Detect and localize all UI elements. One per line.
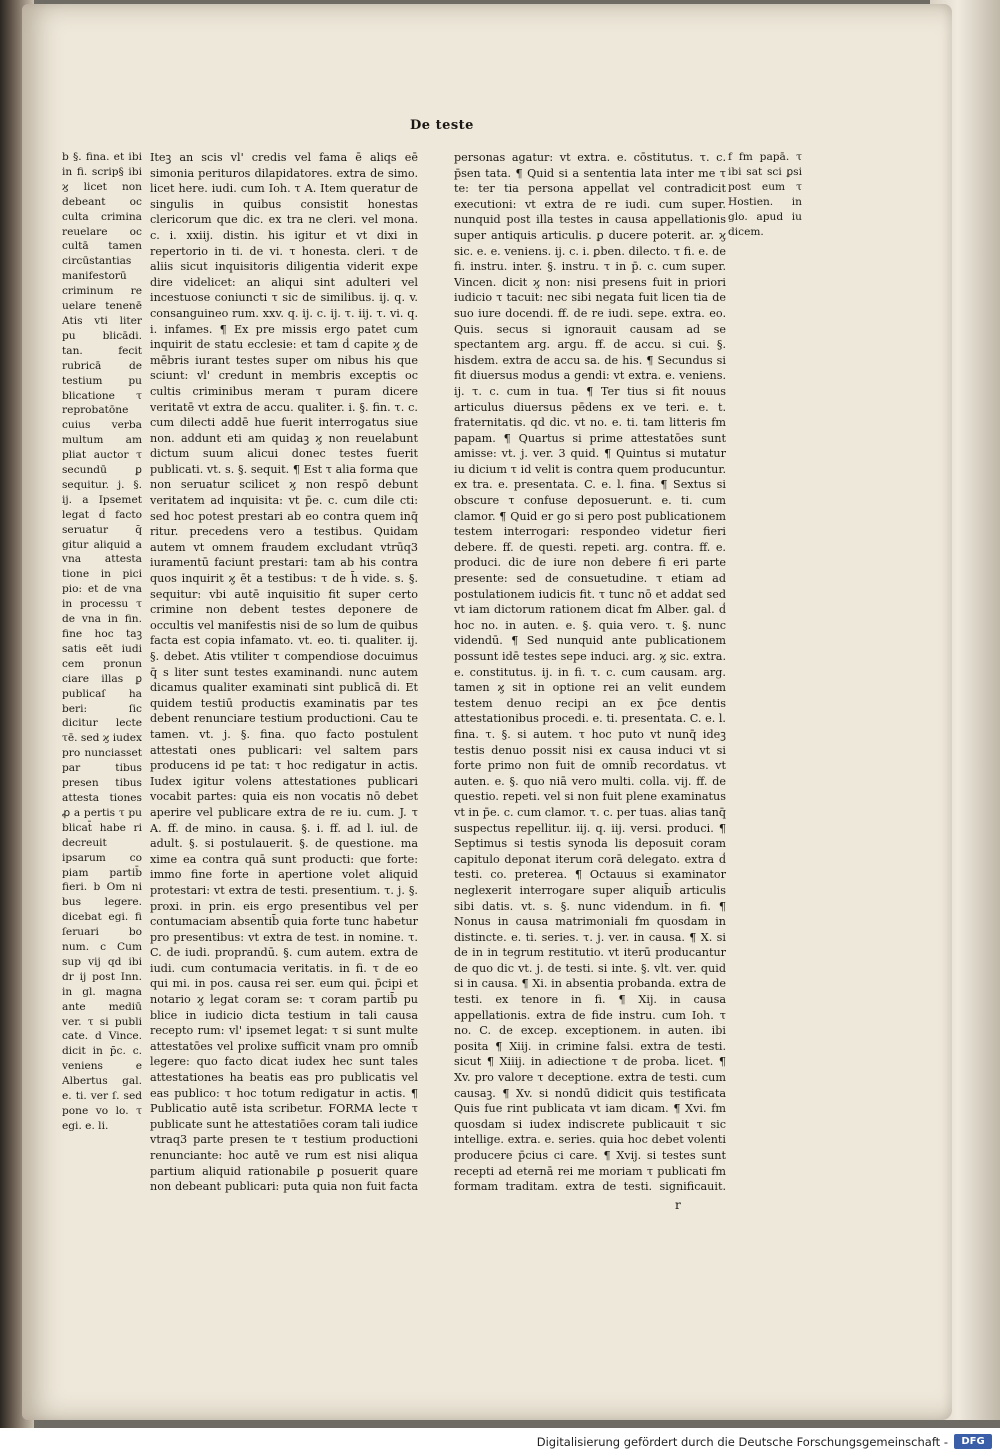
running-head: De teste — [410, 118, 474, 133]
footer-bar — [0, 1428, 1000, 1456]
main-text-1: Iteꝫ an scis vl' credis vel fama ē aliqs eē simonia perituros dilapidatores. extra de simo. licet here. iudi. cum Ioh. τ A. Item queratur de singulis in quibus consistit honestas clericorum que dic. ex tra ne cleri. vel mona. c. i. xxiij. distin. his igitur et vt dixi in repertorio in ti. de vi. τ honesta. cleri. τ de aliis sicut inquisitoris diligentia viderit expe dire videlicet: an aliqui sint adulteri vel incestuose coniuncti τ sic de similibus. ij. q. v. consanguineo rum. xxv. q. ij. c. ij. τ. iij. τ. vi. q. i. infames. ¶ Ex pre missis ergo patet cum inquirit de statu ecclesie: et tam ḋ capite ϗ de mēbris iurant testes super om nibus his que sciunt: vl' credunt in membris exceptis oc cultis criminibus meram τ puram dicere veritatē vt extra de accu. qualiter. i. §. fin. τ. c. cum dilecti addē hue fuerit interrogatus siue non. addunt eti am quidaꝫ ϗ non reuelabunt dictum suum alicui donec testes fuerit publicati. vt. s. §. sequit. ¶ Est τ alia forma que non seruatur scilicet ϗ non respō debunt veritatem ad inquisita: vt p̄e. c. cum dile cti: sed hoc potest prestari ab eo contra quem inq̄ ritur. precedens vero a testibus. Quidam autem vt omnem fraudem excludant vtrūq3 iuramentū faciunt prestari: tam ab his contra quos inquirit ϗ ēt a testibus: τ de h̄ vide. s. §. sequitur: vbi autē inquisitio fit super certo crimine non debent testes deponere de occultis vel manifestis nisi de so lum de quibus facta est copia infamato. vt. eo. ti. qualiter. ij. §. debet. Atis vtiliter τ compendiose docuimus q̄ s liter sunt testes examinandi. nunc autem dicamus qualiter examinati sint publicā di. Et quidem testiū productis examinatis par tes debent renunciare testium productioni. Cau te tamen. vt. j. §. fina. quo facto postulent attestati ones publicari: vel saltem pars producens id pe tat: τ hoc redigatur in actis. Iudex igitur volens attestationes publicari vocabit partes: quia eis non vocatis nō debet aperire vel publicare extra de re iu. cum. J. τ A. ff. de mino. in causa. §. i. ff. ad l. iul. de adult. §. si postulauerit. §. de questione. ma xime ea contra quā sunt producti: que forte: immo fine forte in apertione volet aliquid protestari: vt extra de testi. presentium. τ. j. §. proxi. in prin. eis ergo presentibus vel per contumaciam absentib̄ quia forte tunc habetur pro presentibus: vt extra de test. in nomine. τ. C. de iudi. proprandū. §. cum autem. extra de iudi. cum contumacia veritatis. in fi. τ de eo qui mi. in pos. causa rei ser. eum qui. p̄cipi et notario ϗ legat coram se: τ coram partib̄ pu blice in iudicio dicta testium in tali causa recepto rum: vl' ipsemet legat: τ si sunt multe attestatōes vel prolixe sufficit vnam pro omnib̄ legere: quo facto dicat iudex hec sunt tales attestationes ha beatis eas pro publicatis vel eas publico: τ hoc totum redigatur in actis. ¶ Publicatio autē ista scribetur. FORMA lecte τ publicate sunt he attestatiōes coram tali iudice vtraq3 parte presen te τ testium productioni renunciante: hoc autē ve rum est nisi aliqua partium aliquid rationabile ꝑ posuerit quare non debeant publicari: puta quia non fuit facta — [150, 151, 418, 1194]
main-text-column-2 — [454, 150, 726, 1195]
gloss-column-right — [728, 150, 802, 245]
gloss-right-text: f fm papā. τ ibi sat sci ꝑsi post eum τ Hostien. in glo. apud iu dicem. — [728, 151, 802, 238]
gloss-left-text: b §. fina. et ibi in fi. scrip§ ibi ϗ licet non debeant oc culta crimina reuelare oc cultā tamen circūstantias manifestorū criminum re uelare tenenē Atis vti liter pu blicādi. tan. fecit rubricā de testium pu blicatione τ reprobatōne cuius verba multum am pliat auctor τ secundū ꝑ sequitur. j. §. ij. a Ipsemet legat ḋ facto seruatur q̄ gitur aliquid a vna attesta tione in pici pio: et de vna in processu τ de vna in fin. fine hoc taꝫ satis eēt iudi cem pronun ciare illas ꝑ publicaſ ha beri: ſic dicitur lecte τē. sed ϗ iudex pro nunciasset par tibus presen tibus attesta tiones ꝓ a pertis τ pu blicat̄ habe ri decreuit ipsarum co piam partib̄ fieri. b Om ni bus legere. dicebat egi. fi ſeruari bo num. c Cum sup vij qd ibi dr ij post Inn. in gl. magna ante mediū ver. τ si publi cate. d Vince. dicit in p̄c. c. veniens e Albertus gal. e. ti. ver ſ. sed pone vo lo. τ egi. e. li. — [62, 151, 142, 1132]
gloss-column-left — [62, 150, 142, 1190]
signature-mark: r — [675, 1198, 681, 1212]
main-text-2: personas agatur: vt extra. e. cōstitutus. τ. c. p̄sen tata. ¶ Quid si a sententia lata inter me τ te: ter tia persona appellat vel contradicit executioni: vt extra de re iudi. cum super. nunquid post illa testes in causa appellationis super antiquis articulis. ꝑ ducere poterit. ar. ϗ sic. e. e. veniens. ij. c. i. ꝑben. dilecto. τ fi. e. de fi. instru. inter. §. instru. τ in p̄. c. cum super. Vincen. dicit ϗ non: nisi presens fuit in priori iudicio τ tacuit: nec sibi negata fuit licen tia de suo iure docendi. ff. de re iudi. sepe. extra. eo. Quis. secus si ignorauit causam ad se spectantem arg. argu. ff. de accu. si cui. §. hisdem. extra de accu sa. de his. ¶ Secundus si fit diuersus modus a gendi: vt extra. e. veniens. ij. τ. c. cum in tua. ¶ Ter tius si fit nouus articulus diuersus pēdens ex ve teri. e. t. fraternitatis. qd dic. vt no. e. ti. tam litteris fm papam. ¶ Quartus si prime attestatōes sunt amisse: vt. j. ver. 3 quid. ¶ Quintus si mutatur iu dicium τ id velit is contra quem producuntur. ex tra. e. presentata. C. e. l. fina. ¶ Sextus si obscure τ confuse deposuerunt. e. ti. cum clamor. ¶ Quid er go si pero post publicationem testem interrogari: respondeo videtur fieri debere. ff. de questi. repeti. arg. contra. ff. e. produci. dic de iure non debere fi eri parte presente: sed de consuetudine. τ etiam ad postulationem iudicis fit. τ tunc nō et addat sed vt iam dictorum rationem dicat fm Alber. gal. ḋ hoc no. in auten. e. §. quia vero. τ. §. nunc videndū. ¶ Sed nunquid ante publicationem possunt idē testes sepe induci. arg. ϗ sic. extra. e. constitutus. ij. in fi. τ. c. cum causam. arg. tamen ϗ sit in optione rei an velit eundem testem denuo recipi an ex p̄ce dentis attestationibus procedi. e. ti. presentata. C. e. l. fina. τ. §. si autem. τ hoc puto vt nunq̄ ideꝫ testis denuo possit nisi ex causa induci vt si forte primo non fuit de omnib̄ recordatus. vt auten. e. §. quo niā vero multi. colla. vij. ff. de questio. repeti. vel si non fuit plene examinatus vt in p̄e. c. cum clamor. τ. c. per tuas. alias tanq̄ suspectus repellitur. iij. q. iij. versi. produci. ¶ Septimus si testis synoda lis deposuit coram capitulo deponat iterum corā delegato. extra ḋ testi. co. preterea. ¶ Octauus si examinator neglexerit interrogare super aliquib̄ articulis sibi datis. vt. s. §. nunc videndum. in fi. ¶ Nonus in causa matrimoniali fm quosdam in distincte. e. ti. series. τ. j. ver. in causa. ¶ X. si de in in tegrum restitutio. vt iterū producantur de quo dic vt. j. de testi. si inte. §. vlt. ver. quid si in causa. ¶ Xi. in absentia probanda. extra de testi. ex tenore in fi. ¶ Xij. in causa appellationis. extra de fide instru. cum Ioh. τ no. C. de excep. exceptionem. in auten. ibi posita ¶ Xiij. in crimine falsi. extra de testi. sicut ¶ Xiiij. in adiectione τ de proba. licet. ¶ Xv. pro valore τ deceptione. extra de testi. cum causaꝫ. ¶ Xv. si nondū didicit quis testificata Quis fue rint publicata vt iam dicam. ¶ Xvi. fm quosdam si iudex indiscrete publicauit τ sic intellige. extra. e. series. quia hoc debet volenti producere p̄cius ci care. ¶ Xvij. si testes sunt recepti ad eternā rei me moriam τ publicati fm formam traditam. extra de testi. significauit. — [454, 151, 726, 1194]
main-text-column-1 — [150, 150, 418, 1195]
footer-credit: Digitalisierung gefördert durch die Deutsche Forschungsgemeinschaft - — [536, 1435, 948, 1449]
dfg-logo: DFG — [954, 1434, 992, 1449]
